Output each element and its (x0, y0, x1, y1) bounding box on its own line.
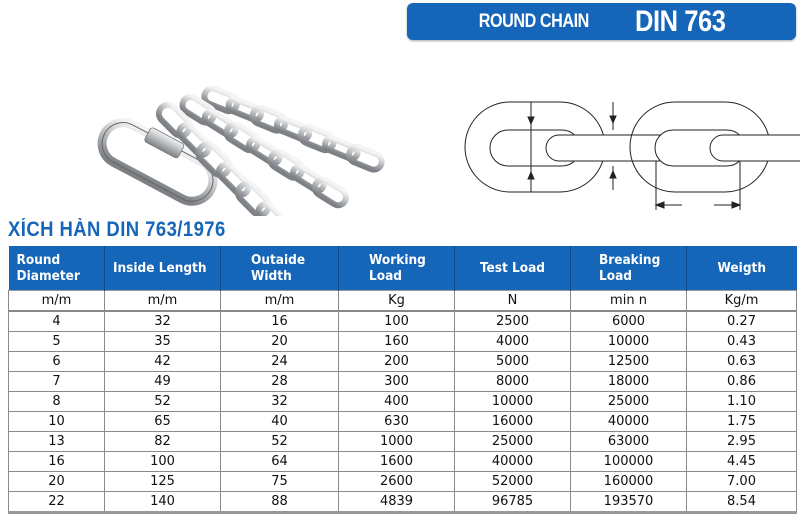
table-cell: 1.10 (687, 392, 797, 412)
table-cell: 100000 (571, 452, 687, 472)
title-banner (407, 3, 796, 40)
table-cell: 1.75 (687, 412, 797, 432)
table-cell: 6 (9, 352, 105, 372)
table-cell: 18000 (571, 372, 687, 392)
table-cell: 96785 (455, 492, 571, 513)
table-cell: 4000 (455, 332, 571, 352)
table-row (9, 311, 797, 332)
table-cell: 8000 (455, 372, 571, 392)
table-cell: 193570 (571, 492, 687, 513)
table-cell: 32 (105, 311, 221, 332)
unit-cell: m/m (9, 291, 105, 312)
table-cell: 6000 (571, 311, 687, 332)
table-cell: 22 (9, 492, 105, 513)
chain-product-photo (88, 66, 433, 216)
header-round-diameter: Round Diameter (9, 246, 105, 291)
table-cell: 13 (9, 432, 105, 452)
table-cell: 0.63 (687, 352, 797, 372)
unit-cell: m/m (221, 291, 339, 312)
table-cell: 40000 (571, 412, 687, 432)
table-cell: 63000 (571, 432, 687, 452)
table-cell: 10 (9, 412, 105, 432)
banner-title: ROUND CHAIN (479, 10, 590, 32)
table-row (9, 492, 797, 513)
table-cell: 1600 (339, 452, 455, 472)
chain-dimension-diagram (460, 90, 800, 215)
table-cell: 82 (105, 432, 221, 452)
header-breaking-load: Breaking Load (571, 246, 687, 291)
table-cell: 52 (221, 432, 339, 452)
table-row (9, 332, 797, 352)
table-cell: 0.27 (687, 311, 797, 332)
table-row (9, 372, 797, 392)
table-cell: 20 (9, 472, 105, 492)
table-cell: 1000 (339, 432, 455, 452)
table-cell: 125 (105, 472, 221, 492)
table-row (9, 452, 797, 472)
table-cell: 5000 (455, 352, 571, 372)
table-cell: 10000 (571, 332, 687, 352)
table-cell: 0.43 (687, 332, 797, 352)
table-cell: 16 (9, 452, 105, 472)
table-cell: 160 (339, 332, 455, 352)
table-cell: 100 (339, 311, 455, 332)
table-cell: 4.45 (687, 452, 797, 472)
spec-table (8, 246, 797, 514)
table-cell: 630 (339, 412, 455, 432)
table-cell: 40000 (455, 452, 571, 472)
table-cell: 52 (105, 392, 221, 412)
table-cell: 4 (9, 311, 105, 332)
table-cell: 64 (221, 452, 339, 472)
table-cell: 16 (221, 311, 339, 332)
table-cell: 5 (9, 332, 105, 352)
table-row (9, 352, 797, 372)
table-cell: 0.86 (687, 372, 797, 392)
table-cell: 75 (221, 472, 339, 492)
unit-cell: m/m (105, 291, 221, 312)
table-cell: 35 (105, 332, 221, 352)
table-cell: 28 (221, 372, 339, 392)
banner-standard: DIN 763 (635, 4, 726, 38)
table-cell: 7.00 (687, 472, 797, 492)
table-cell: 300 (339, 372, 455, 392)
unit-cell: min n (571, 291, 687, 312)
table-cell: 4839 (339, 492, 455, 513)
units-row (9, 291, 797, 312)
header-working-load: Working Load (339, 246, 455, 291)
table-row (9, 472, 797, 492)
table-cell: 200 (339, 352, 455, 372)
table-cell: 8 (9, 392, 105, 412)
table-cell: 42 (105, 352, 221, 372)
table-cell: 32 (221, 392, 339, 412)
table-cell: 40 (221, 412, 339, 432)
table-cell: 24 (221, 352, 339, 372)
table-cell: 100 (105, 452, 221, 472)
table-row (9, 412, 797, 432)
table-cell: 2600 (339, 472, 455, 492)
table-cell: 20 (221, 332, 339, 352)
table-cell: 25000 (571, 392, 687, 412)
table-cell: 160000 (571, 472, 687, 492)
header-inside-length: Inside Length (105, 246, 221, 291)
table-cell: 400 (339, 392, 455, 412)
table-cell: 52000 (455, 472, 571, 492)
table-cell: 16000 (455, 412, 571, 432)
header-weight: Weigth (687, 246, 797, 291)
table-header-row (9, 246, 797, 291)
table-cell: 2.95 (687, 432, 797, 452)
table-row (9, 392, 797, 412)
table-cell: 88 (221, 492, 339, 513)
table-cell: 65 (105, 412, 221, 432)
table-cell: 8.54 (687, 492, 797, 513)
unit-cell: Kg (339, 291, 455, 312)
section-title: XÍCH HÀN DIN 763/1976 (8, 218, 226, 241)
table-cell: 49 (105, 372, 221, 392)
table-row (9, 432, 797, 452)
unit-cell: N (455, 291, 571, 312)
header-outside-width: Outaide Width (221, 246, 339, 291)
unit-cell: Kg/m (687, 291, 797, 312)
table-cell: 12500 (571, 352, 687, 372)
table-cell: 25000 (455, 432, 571, 452)
table-cell: 10000 (455, 392, 571, 412)
table-cell: 140 (105, 492, 221, 513)
table-cell: 2500 (455, 311, 571, 332)
header-test-load: Test Load (455, 246, 571, 291)
table-cell: 7 (9, 372, 105, 392)
